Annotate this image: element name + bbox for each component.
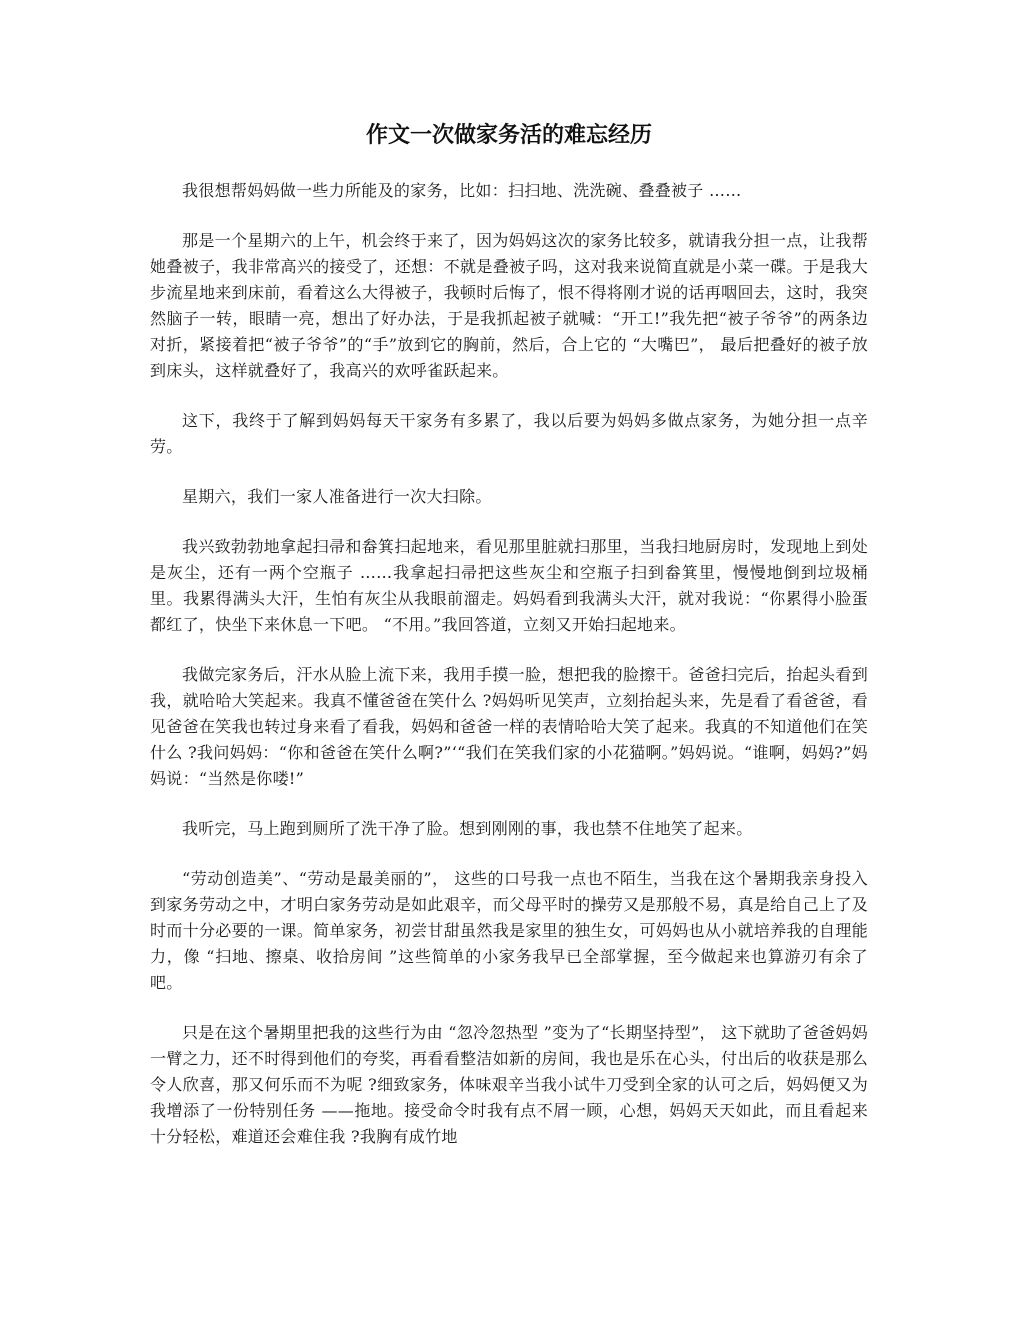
document-title: 作文一次做家务活的难忘经历 [365, 122, 652, 148]
paragraph-8: “劳动创造美”、“劳动是最美丽的”， 这些的口号我一点也不陌生，当我在这个暑期我亲身投入到家务劳动之中，才明白家务劳动是如此艰辛，而父母平时的操劳又是那般不易，真是给自己上了及时而十分必要的一课。简单家务，初尝甘甜虽然我是家里的独生女，可妈妈也从小就培养我的自理能力，像 “扫地、擦桌、收拾房间 ”这些简单的小家务我早已全部掌握，至今做起来也算游刃有余了吧。 [150, 869, 868, 992]
paragraph-7: 我听完，马上跑到厕所了洗干净了脸。想到刚刚的事，我也禁不住地笑了起来。 [182, 819, 753, 838]
paragraph-9: 只是在这个暑期里把我的这些行为由 “忽冷忽热型 ”变为了“长期坚持型”， 这下就助了爸爸妈妈一臂之力，还不时得到他们的夸奖，再看看整洁如新的房间，我也是乐在心头，付出后的收获是那么令人欣喜，那又何乐而不为呢 ?细致家务，体味艰辛当我小试牛刀受到全家的认可之后，妈妈便又为我增添了一份特别任务 ——拖地。接受命令时我有点不屑一顾，心想，妈妈天天如此，而且看起来十分轻松，难道还会难住我 ?我胸有成竹地 [150, 1023, 868, 1146]
paragraph-4: 星期六，我们一家人准备进行一次大扫除。 [182, 487, 492, 506]
paragraph-5: 我兴致勃勃地拿起扫帚和畚箕扫起地来，看见那里脏就扫那里，当我扫地厨房时，发现地上到处是灰尘，还有一两个空瓶子 ……我拿起扫帚把这些灰尘和空瓶子扫到畚箕里，慢慢地倒到垃圾桶里。我累得满头大汗，生怕有灰尘从我眼前溜走。妈妈看到我满头大汗，就对我说：“你累得小脸蛋都红了，快坐下来休息一下吧。 “不用。”我回答道，立刻又开始扫起地来。 [150, 537, 868, 634]
paragraph-3: 这下，我终于了解到妈妈每天干家务有多累了，我以后要为妈妈多做点家务，为她分担一点辛劳。 [150, 411, 868, 456]
document-page [150, 118, 868, 1174]
paragraph-1: 我很想帮妈妈做一些力所能及的家务，比如：扫扫地、洗洗碗、叠叠被子 …… [182, 181, 742, 200]
paragraph-2: 那是一个星期六的上午，机会终于来了，因为妈妈这次的家务比较多，就请我分担一点，让我帮她叠被子，我非常高兴的接受了，还想：不就是叠被子吗，这对我来说简直就是小菜一碟。于是我大步流星地来到床前，看着这么大得被子，我顿时后悔了，恨不得将刚才说的话再咽回去，这时，我突然脑子一转，眼睛一亮，想出了好办法，于是我抓起被子就喊：“开工!”我先把“被子爷爷”的两条边对折，紧接着把“被子爷爷”的“手”放到它的胸前，然后，合上它的 “大嘴巴”， 最后把叠好的被子放到床头，这样就叠好了，我高兴的欢呼雀跃起来。 [150, 231, 868, 380]
paragraph-6: 我做完家务后，汗水从脸上流下来，我用手摸一脸，想把我的脸擦干。爸爸扫完后，抬起头看到我，就哈哈大笑起来。我真不懂爸爸在笑什么 ?妈妈听见笑声，立刻抬起头来，先是看了看爸爸，看见爸爸在笑我也转过身来看了看我，妈妈和爸爸一样的表情哈哈大笑了起来。我真的不知道他们在笑什么 ?我问妈妈：“你和爸爸在笑什么啊?”‘“我们在笑我们家的小花猫啊。”妈妈说。“谁啊，妈妈?”妈妈说：“当然是你喽!” [150, 665, 868, 788]
